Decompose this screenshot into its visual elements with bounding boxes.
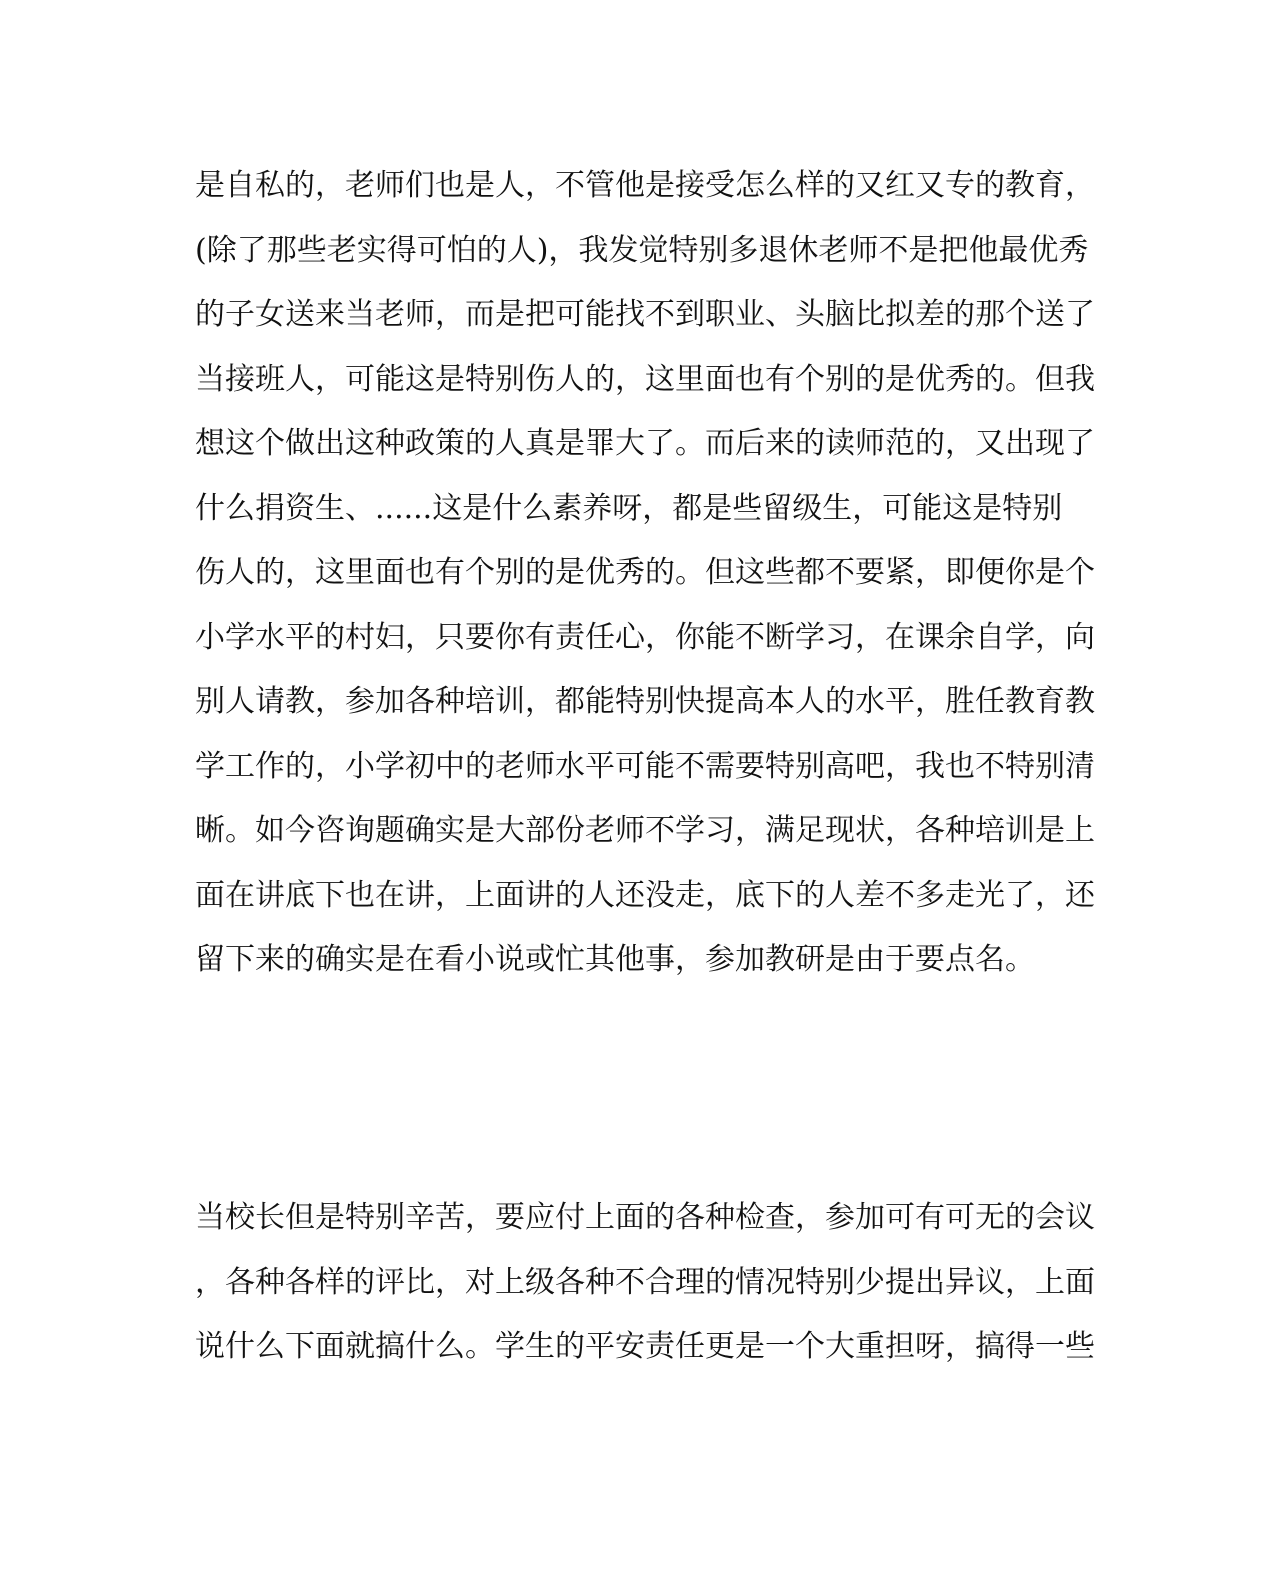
text-line: 当校长但是特别辛苦，要应付上面的各种检查，参加可有可无的会议 bbox=[195, 1200, 1095, 1235]
text-line: 留下来的确实是在看小说或忙其他事，参加教研是由于要点名。 bbox=[195, 942, 1035, 977]
text-line: 什么捐资生、......这是什么素养呀，都是些留级生，可能这是特别 bbox=[195, 490, 1063, 526]
text-line: 学工作的，小学初中的老师水平可能不需要特别高吧，我也不特别清 bbox=[195, 748, 1095, 784]
text-line: 晰。如今咨询题确实是大部份老师不学习，满足现状，各种培训是上 bbox=[195, 813, 1095, 848]
text-line: 小学水平的村妇，只要你有责任心，你能不断学习，在课余自学，向 bbox=[195, 619, 1095, 655]
paragraph-1 bbox=[195, 154, 1095, 993]
text-line: 当接班人，可能这是特别伤人的，这里面也有个别的是优秀的。但我 bbox=[195, 361, 1095, 397]
paragraph-2 bbox=[195, 1186, 1095, 1380]
text-line: 是自私的，老师们也是人，不管他是接受怎么样的又红又专的教育， bbox=[195, 168, 1095, 203]
text-line: 说什么下面就搞什么。学生的平安责任更是一个大重担呀，搞得一些 bbox=[195, 1329, 1095, 1364]
text-line: 面在讲底下也在讲，上面讲的人还没走，底下的人差不多走光了，还 bbox=[195, 877, 1095, 913]
text-line: (除了那些老实得可怕的人)，我发觉特别多退休老师不是把他最优秀 bbox=[195, 232, 1089, 268]
text-line: 别人请教，参加各种培训，都能特别快提高本人的水平，胜任教育教 bbox=[195, 684, 1095, 719]
text-line: ，各种各样的评比，对上级各种不合理的情况特别少提出异议，上面 bbox=[195, 1264, 1095, 1300]
text-line: 伤人的，这里面也有个别的是优秀的。但这些都不要紧，即便你是个 bbox=[195, 555, 1095, 590]
text-line: 的子女送来当老师，而是把可能找不到职业、头脑比拟差的那个送了 bbox=[195, 297, 1095, 332]
text-line: 想这个做出这种政策的人真是罪大了。而后来的读师范的，又出现了 bbox=[195, 426, 1095, 461]
